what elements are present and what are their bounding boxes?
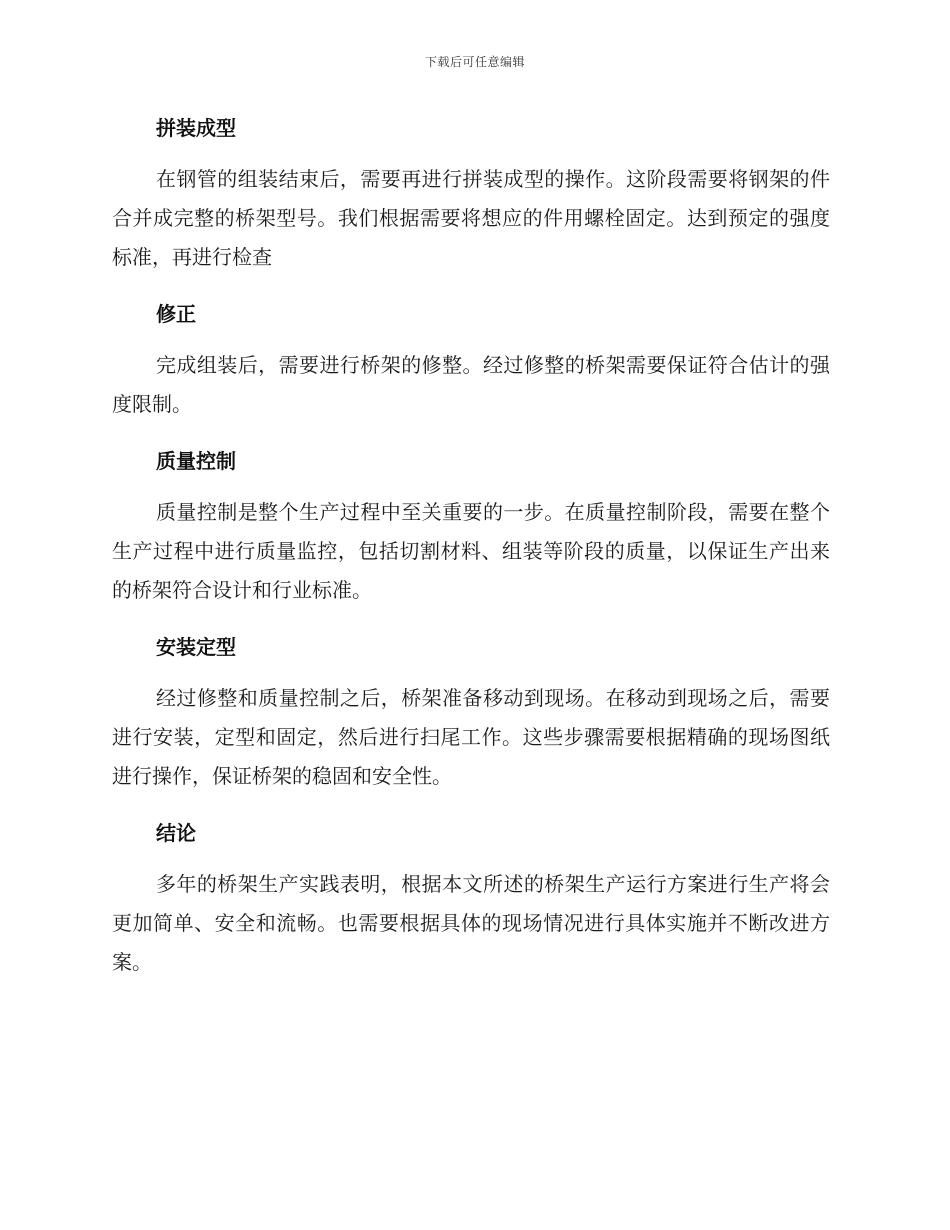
section-conclusion bbox=[112, 815, 830, 982]
section-paragraph: 多年的桥架生产实践表明，根据本文所述的桥架生产运行方案进行生产将会更加简单、安全和流畅。也需要根据具体的现场情况进行具体实施并不断改进方案。 bbox=[112, 872, 830, 974]
section-heading: 修正 bbox=[156, 302, 196, 326]
section-heading: 质量控制 bbox=[156, 449, 236, 473]
section-heading: 结论 bbox=[156, 821, 196, 845]
section-paragraph: 经过修整和质量控制之后，桥架准备移动到现场。在移动到现场之后，需要进行安装，定型和固定，然后进行扫尾工作。这些步骤需要根据精确的现场图纸进行操作，保证桥架的稳固和安全性。 bbox=[112, 686, 830, 788]
section-heading: 安装定型 bbox=[156, 635, 236, 659]
section-paragraph: 质量控制是整个生产过程中至关重要的一步。在质量控制阶段，需要在整个生产过程中进行质量监控，包括切割材料、组装等阶段的质量，以保证生产出来的桥架符合设计和行业标准。 bbox=[112, 500, 830, 602]
section-correction bbox=[112, 296, 830, 424]
document-content bbox=[112, 110, 830, 1001]
page-header: 下载后可任意编辑 bbox=[424, 55, 525, 69]
section-assembly-forming bbox=[112, 110, 830, 277]
section-installation bbox=[112, 629, 830, 796]
section-heading: 拼装成型 bbox=[156, 116, 236, 140]
section-paragraph: 完成组装后，需要进行桥架的修整。经过修整的桥架需要保证符合估计的强度限制。 bbox=[112, 353, 830, 416]
section-paragraph: 在钢管的组装结束后，需要再进行拼装成型的操作。这阶段需要将钢架的件合并成完整的桥架型号。我们根据需要将想应的件用螺栓固定。达到预定的强度标准，再进行检查 bbox=[112, 167, 830, 269]
section-quality-control bbox=[112, 443, 830, 610]
